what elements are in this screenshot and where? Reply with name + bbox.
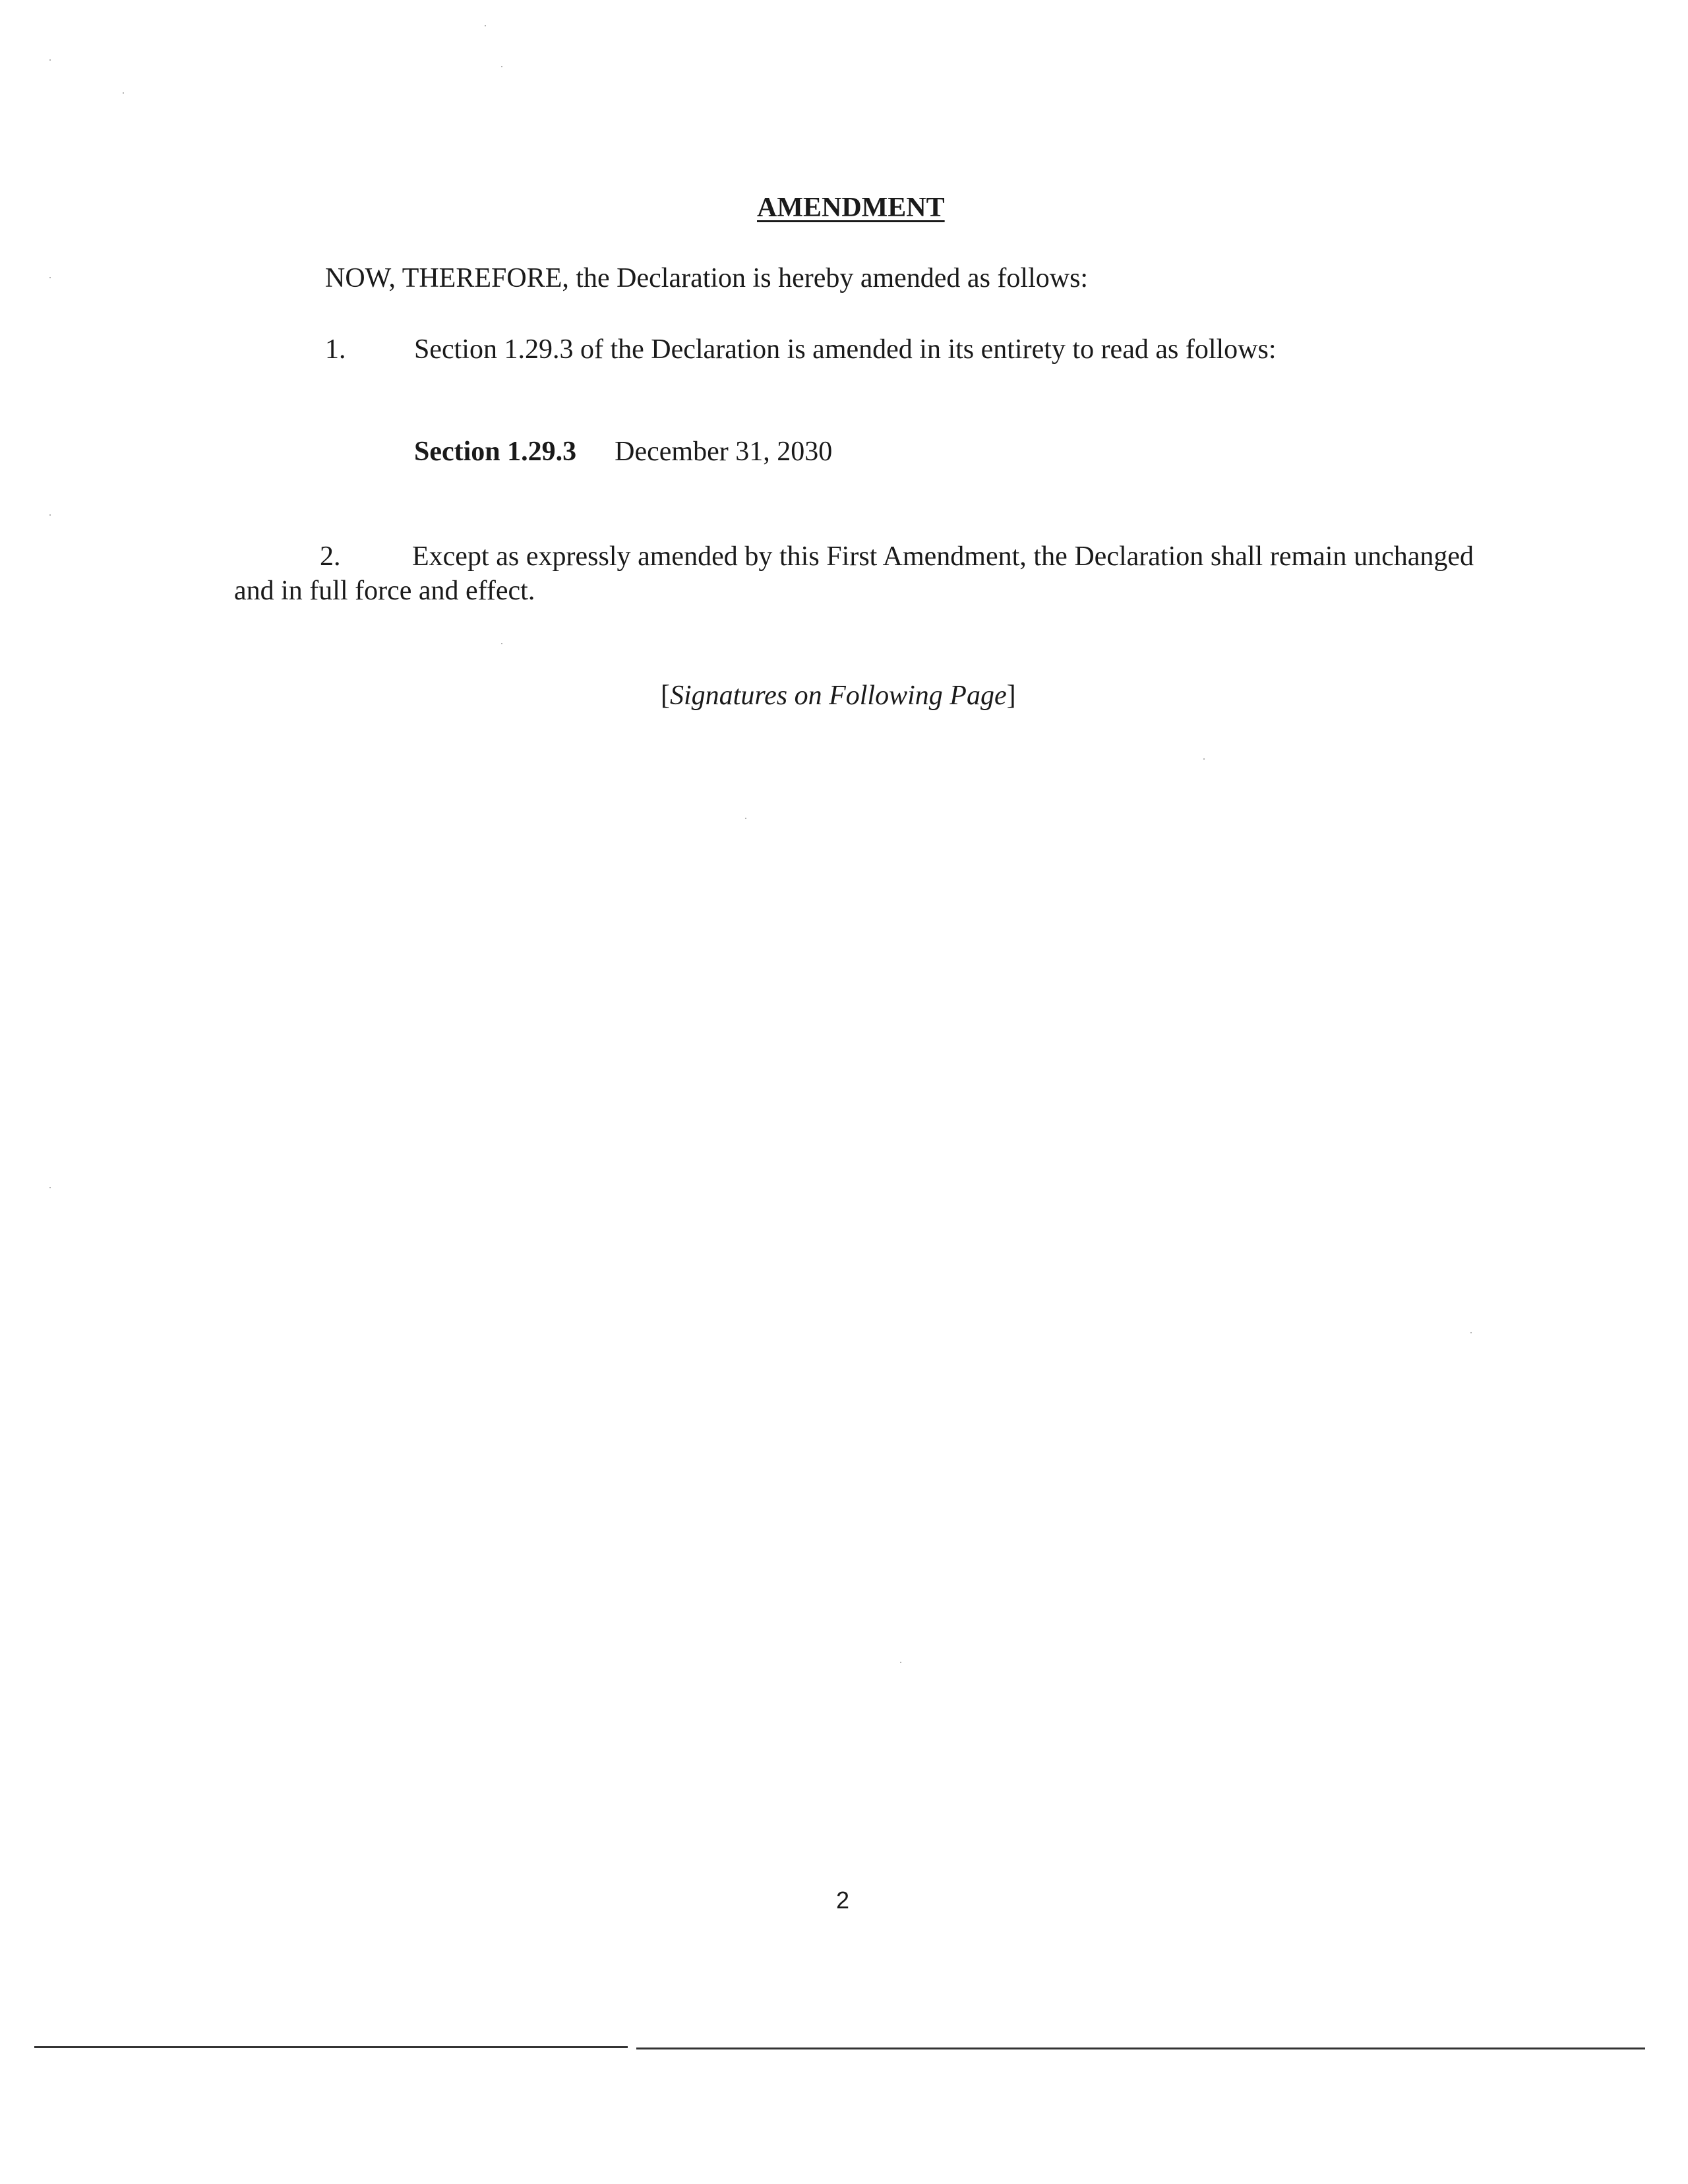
signatures-note: [Signatures on Following Page] xyxy=(661,681,1016,711)
scan-speck xyxy=(745,818,746,819)
intro-paragraph: NOW, THEREFORE, the Declaration is hereby amended as follows: xyxy=(325,263,1089,293)
item-2-paragraph xyxy=(234,539,1474,608)
section-row xyxy=(414,435,832,468)
signatures-note-text: Signatures on Following Page xyxy=(670,681,1007,711)
section-value: December 31, 2030 xyxy=(615,437,833,467)
scan-speck xyxy=(49,1187,51,1188)
scan-speck xyxy=(485,25,486,26)
bottom-rule-right xyxy=(636,2048,1645,2049)
scan-speck xyxy=(49,514,51,516)
item-1-number: 1. xyxy=(325,334,346,365)
scan-speck xyxy=(501,66,502,67)
section-label: Section 1.29.3 xyxy=(414,437,577,467)
scan-speck xyxy=(501,643,502,644)
document-heading: AMENDMENT xyxy=(757,193,945,223)
scan-speck xyxy=(49,277,51,278)
scan-speck xyxy=(900,1662,901,1663)
scan-speck xyxy=(1203,758,1205,760)
scan-speck xyxy=(1470,1332,1472,1333)
item-2-number: 2. xyxy=(320,541,341,572)
page-number: 2 xyxy=(836,1887,850,1914)
item-1-text: Section 1.29.3 of the Declaration is amended in its entirety to read as follows: xyxy=(414,334,1277,365)
scan-speck xyxy=(49,59,51,61)
scan-speck xyxy=(123,92,124,94)
item-2-text: Except as expressly amended by this First Amendment, the Declaration shall remain unchanged and in full force and effect. xyxy=(234,541,1474,606)
bottom-rule-left xyxy=(34,2046,628,2048)
